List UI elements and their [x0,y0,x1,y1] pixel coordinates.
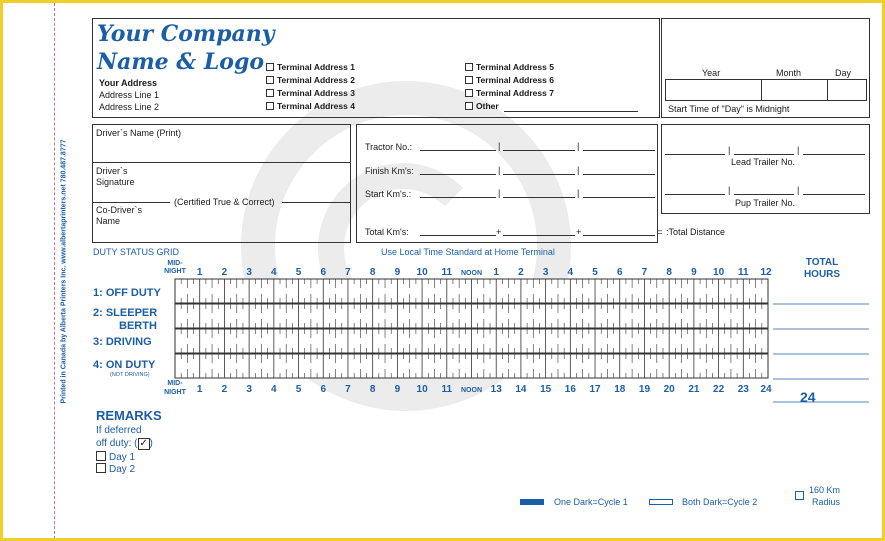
vehicle-field-2-b[interactable] [503,197,575,198]
hour-label: 4 [271,384,277,395]
hour-label: NIGHT [164,268,186,275]
hour-label: 2 [518,267,524,278]
deferred-label-2: off duty: ( ✓ ) [96,438,153,449]
hour-label: 9 [394,267,401,278]
radius-label-2: Radius [812,497,841,507]
printer-credit: Printed in Canada by Alberta Printers Inc. www.albertaprinters.net 780.487.8777 [60,139,68,404]
deferred-label-1: If deferred [96,425,142,436]
hour-label: 5 [295,267,302,278]
field-separator: | [577,188,580,198]
total-hours-value: 24 [800,389,816,405]
hour-label: 3 [542,267,549,278]
lead-trailer-label: Lead Trailer No. [731,157,796,167]
start-time-note: Start Time of "Day" is Midnight [668,104,790,114]
field-separator: | [498,165,501,175]
plus-sign: + [576,227,582,237]
terminal-address-6[interactable]: Terminal Address 6 [465,76,554,85]
terminal-address-7[interactable]: Terminal Address 7 [465,89,554,98]
hour-label: 4 [567,267,574,278]
company-name-line2: Name & Logo [97,49,265,75]
vehicle-field-0-c[interactable] [583,150,655,151]
hour-label: 8 [369,267,376,278]
terminal-address-5[interactable]: Terminal Address 5 [465,63,554,72]
hour-label: 10 [416,384,428,395]
company-name-line1: Your Company [97,21,275,47]
hour-label: 12 [760,267,772,278]
hour-label: 9 [394,384,401,395]
terminal-address-3[interactable]: Terminal Address 3 [266,89,355,98]
terminal-other[interactable]: Other [465,102,499,111]
vehicle-field-1-c[interactable] [583,174,655,175]
hour-label: 19 [638,384,651,395]
row-label-driving: 3: DRIVING [93,336,152,348]
cycle2-label: Both Dark=Cycle 2 [682,497,758,507]
hour-label: 11 [738,267,749,278]
field-separator: | [498,188,501,198]
hour-label: 24 [760,384,772,395]
grid-title: DUTY STATUS GRID [93,247,180,257]
cycle2-swatch [649,499,673,505]
hour-label: 6 [320,384,327,395]
hour-label: 8 [369,384,376,395]
hour-label: 2 [221,384,228,395]
row-label-sleeper-sub: BERTH [119,320,157,332]
field-separator: | [498,141,501,151]
hour-label: 10 [416,267,428,278]
radius-label-1: 160 Km [809,485,841,495]
row-label-off-duty: 1: OFF DUTY [93,287,161,299]
hour-label: 16 [564,384,576,395]
vehicle-field-2-a[interactable] [420,197,496,198]
field-separator: | [728,145,731,155]
codriver-label-1: Co-Driver`s [96,205,142,215]
vehicle-field-2-c[interactable] [583,197,655,198]
hour-label: 8 [666,267,672,278]
hour-label: 1 [493,267,499,278]
field-separator: | [577,141,580,151]
codriver-label-2: Name [96,216,121,226]
hour-label: 13 [490,384,502,395]
cycle1-swatch [520,499,544,505]
total-km-label: Total Km's: [365,227,409,237]
total-km-field-c[interactable] [583,235,655,236]
total-km-field-a[interactable] [420,235,496,236]
hour-label: MID- [167,380,183,387]
hour-label: NOON [461,387,482,394]
hour-label: 6 [616,267,623,278]
cycle1-label: One Dark=Cycle 1 [554,497,628,507]
field-separator: | [797,145,800,155]
hour-label: 5 [295,384,302,395]
company-address: Your Address [99,78,158,88]
hour-label: 15 [540,384,552,395]
duty-status-grid[interactable] [3,3,885,541]
terminal-address-1[interactable]: Terminal Address 1 [266,63,355,72]
day-label: Day [835,68,852,78]
total-km-field-b[interactable] [503,235,575,236]
hour-label: 20 [663,384,675,395]
hour-label: 2 [221,267,228,278]
trailer-field-1-b[interactable] [734,194,794,195]
certified-label: (Certified True & Correct) [174,197,275,207]
driver-signature-label-1: Driver`s [96,166,128,176]
pup-trailer-label: Pup Trailer No. [735,198,796,208]
vehicle-field-1-a[interactable] [420,174,496,175]
hour-label: 6 [320,267,327,278]
total-distance-label: :Total Distance [666,227,726,237]
day2-option[interactable]: Day 2 [96,463,135,475]
company-address-line1: Address Line 1 [99,90,160,100]
hour-label: 5 [592,267,598,278]
driver-signature-label-2: Signature [96,177,135,187]
hour-label: 3 [246,384,252,395]
hour-label: NOON [461,270,482,277]
hour-label: 11 [441,267,453,278]
field-separator: | [577,165,580,175]
hour-label: 14 [515,384,527,395]
plus-sign: + [496,227,502,237]
trailer-field-1-c[interactable] [803,194,865,195]
trailer-field-0-c[interactable] [803,154,865,155]
vehicle-field-0-b[interactable] [503,150,575,151]
hour-label: 7 [641,267,648,278]
tractor-label: Tractor No.: [365,142,413,152]
terminal-address-4[interactable]: Terminal Address 4 [266,102,355,111]
hour-label: 21 [688,384,700,395]
hour-label: 11 [441,384,453,395]
hour-label: 18 [614,384,626,395]
total-hours-label: TOTAL HOURS [803,257,841,280]
terminal-address-2[interactable]: Terminal Address 2 [266,76,355,85]
checkbox-icon[interactable] [96,451,106,461]
hour-label: 4 [271,267,277,278]
hour-label: 17 [589,384,601,395]
hour-label: 9 [691,267,697,278]
driver-name-label: Driver`s Name (Print) [96,128,182,138]
row-label-sleeper: 2: SLEEPER [93,307,158,319]
vehicle-field-0-a[interactable] [420,150,496,151]
trailer-field-0-b[interactable] [734,154,794,155]
hour-label: 3 [246,267,252,278]
hour-label: NIGHT [164,389,186,396]
vehicle-field-1-b[interactable] [503,174,575,175]
field-separator: | [728,185,731,195]
field-separator: | [797,185,800,195]
trailer-field-0-a[interactable] [665,154,725,155]
hour-label: 1 [196,384,203,395]
trailer-field-1-a[interactable] [665,194,725,195]
row-label-on-duty: 4: ON DUTY [93,359,156,371]
radius-checkbox[interactable] [795,491,804,500]
hour-label: 7 [345,384,351,395]
remarks-title: REMARKS [96,408,162,423]
local-time-note: Use Local Time Standard at Home Terminal [381,247,555,257]
finish-km-label: Finish Km's: [365,166,414,176]
month-label: Month [776,68,802,78]
check-icon[interactable]: ✓ [139,438,148,449]
day1-option[interactable]: Day 1 [96,451,135,463]
hour-label: MID- [167,260,183,267]
hour-label: 23 [737,384,749,395]
hour-label: 22 [713,384,725,395]
row-label-on-duty-sub: (NOT DRIVING) [110,372,150,378]
hour-label: 10 [713,267,725,278]
checkbox-icon[interactable] [96,463,106,473]
year-label: Year [702,68,721,78]
start-km-label: Start Km's.: [365,189,412,199]
hour-label: 7 [345,267,351,278]
hour-label: 1 [196,267,203,278]
equals-sign: = [657,227,663,237]
company-address-line2: Address Line 2 [99,102,160,112]
